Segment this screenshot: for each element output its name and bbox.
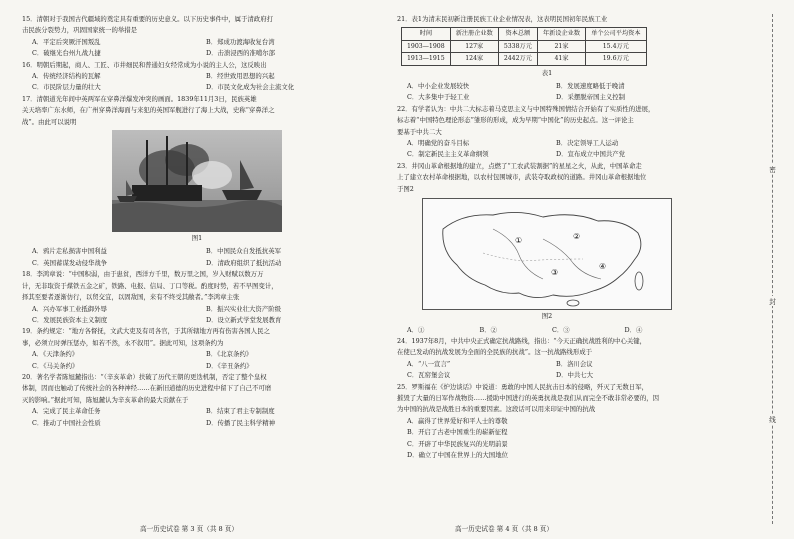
seal-line (766, 14, 780, 524)
q23-options (397, 325, 697, 336)
table-row (402, 40, 647, 52)
q24-stem-cont: 在使已发动的抗战发展为全面的全民族的抗战”。这一抗战路线形成于 (397, 348, 592, 357)
right-column (397, 14, 697, 461)
q20-stem-cont: 体制，因而也触动了传统社会的各种神经……在新旧道德的历史进程中留下了自己不可磨 (22, 384, 272, 393)
q21-option-b: B．发展速度略低于晚清 (556, 82, 625, 91)
q25-stem: 25．罗斯福在《炉边谈话》中说道：勇敢的中国人民抗击日本的侵略，歼灭了无数日军， (397, 382, 648, 391)
q17-option-b: B．中国民众自发抵抗英军 (206, 247, 281, 256)
q25-option-b: B．开启了古老中国重生的崭新征程 (407, 428, 508, 437)
q16-stem: 16．明朝后期起，商人、工匠、市井细民和普通妇女经常成为小说的主人公，这反映出 (22, 60, 267, 69)
q22-option-c: C．制定新民主主义革命纲领 (407, 150, 489, 159)
naval-battle-image (112, 130, 282, 232)
china-map (422, 198, 672, 310)
q18-option-c: C．发展民族资本主义制度 (32, 315, 108, 324)
q15-options (22, 37, 372, 60)
page-footer-left: 高一历史试卷 第 3 页（共 8 页） (140, 525, 238, 533)
q16-option-d: D．市民文化成为社会主流文化 (206, 83, 295, 92)
seal-mark-feng: 封 (767, 296, 778, 306)
q18-options (22, 304, 372, 327)
table-1-label: 表1 (541, 68, 553, 77)
table-header: 单个公司平均资本 (586, 28, 647, 40)
q25-option-c: C．开辟了中华民族复兴的光明前景 (407, 439, 508, 448)
map-marker-4: ④ (599, 262, 607, 272)
q24-stem: 24．1937年8月，中共中央正式确定抗战路线，指出：“今天正确抗战胜利的中心关键， (397, 336, 647, 345)
q16-option-a: A．传统经济结构的瓦解 (32, 72, 101, 81)
q19-stem: 19．条约规定：“地方各督抚，文武大吏及有司各官，于其所辖地方再有伤害各国人民之 (22, 327, 270, 336)
q16-option-b: B．经世致用思想的兴起 (206, 72, 275, 81)
q24-options (397, 359, 697, 382)
table-cell: 15.4万元 (586, 40, 647, 52)
q21-option-d: D．采摆脱帝国主义控制 (556, 93, 626, 102)
q18-stem: 18．李鸿章说：“中国积弱，由于患贫，西洋方千里，数万里之国，岁入财赋以数万万 (22, 270, 264, 279)
q24-option-d: D．中共七大 (556, 371, 594, 380)
q23-stem-cont: 上了建立农村革命根据地，以农村包围城市，武装夺取政权的道路。井冈山革命根据地位 (397, 173, 647, 182)
q20-option-c: C．推动了中国社会性质 (32, 418, 101, 427)
q21-option-c: C．大多集中于轻工业 (407, 93, 470, 102)
q25-stem-cont2: 为中国的抗战是战胜日本的重要因素。这段话可以用来印证中国的抗战 (397, 405, 596, 414)
q22-option-d: D．宣布成立中国共产党 (556, 150, 626, 159)
q20-option-a: A．完成了民主革命任务 (32, 407, 101, 416)
table-row (402, 53, 647, 65)
q20-stem-cont2: 灭的影响。”据此可知，陈旭麓认为辛亥革命的最大贡献在于 (22, 395, 189, 404)
map-marker (551, 268, 558, 277)
q19-option-d: D．《辛丑条约》 (206, 361, 253, 370)
seal-mark-mi: 密 (767, 164, 778, 174)
q23-option-d: D．④ (624, 325, 643, 334)
q24-option-a: A．“八一宣言” (407, 359, 451, 368)
table-cell: 1913—1915 (402, 53, 451, 65)
q18-option-a: A．兴办军事工业抵御外辱 (32, 304, 107, 313)
q22-stem-cont: 标志着“中国特色理论形态”雏形的形成，成为早期“中国化”的历史起点。这一评论主 (397, 116, 634, 125)
q15-option-b: B．郑成功渡海收复台湾 (206, 37, 275, 46)
q21-table (401, 27, 647, 65)
q17-stem-cont: 关天培率广东水师，在广州穿鼻洋海面与来犯的英国军舰进行了海上大战，史称“穿鼻洋之 (22, 106, 275, 115)
table-cell: 21家 (537, 40, 585, 52)
q15-option-c: C．破继光台州九战九捷 (32, 49, 101, 58)
map-marker-3: ③ (551, 268, 559, 278)
q23-stem-cont2: 于图2 (397, 184, 414, 193)
q20-options (22, 406, 372, 429)
left-column (22, 14, 372, 429)
q19-option-a: A．《天津条约》 (32, 350, 79, 359)
q25-stem-cont: 摧毁了大量的日军作战物资……援助中国进行的英勇抗战是我们从而完全不敢非常必要的，因 (397, 393, 660, 402)
q17-option-d: D．清政府组织了抵抗活动 (206, 258, 282, 267)
map-marker-1: ① (515, 236, 523, 246)
q24-option-c: C．瓦窑堡会议 (407, 371, 451, 380)
figure-1-label: 图1 (191, 234, 203, 243)
map-marker (599, 262, 606, 271)
q15-stem-cont: 击民族分裂势力，巩固国家统一的举措是 (22, 26, 138, 35)
q25-option-d: D．确立了中国在世界上的大国地位 (407, 450, 508, 459)
q21-stem: 21．表1为清末民初新注册民族工业企业情况表，这表明民国初年民族工业 (397, 15, 608, 23)
q20-option-b: B．结束了君主专制制度 (206, 407, 275, 416)
q23-option-c: C．③ (552, 325, 570, 334)
q25-options (397, 416, 697, 462)
table-cell: 19.6万元 (586, 53, 647, 65)
map-marker (515, 236, 522, 245)
table-header: 新注册企业数 (450, 28, 498, 40)
table-cell: 41家 (537, 53, 585, 65)
table-cell: 127家 (450, 40, 498, 52)
q16-option-c: C．市民阶层力量的壮大 (32, 83, 101, 92)
q15-option-a: A．平定后突厥汗国叛乱 (32, 37, 101, 46)
q17-stem: 17．清朝道光年间中英两军在穿鼻洋爆发冲突的画面。1839年11月3日，民族英雄 (22, 94, 257, 103)
q22-option-a: A．明确党的奋斗目标 (407, 139, 470, 148)
q20-stem: 20．著名学者陈旭麓指出：“（辛亥革命）扶破了历代王朝的更迭机制，否定了整个皇权 (22, 372, 267, 381)
q16-options (22, 71, 372, 94)
q22-option-b: B．决定领导工人运动 (556, 139, 619, 148)
q17-options (22, 246, 372, 269)
q21-options (397, 81, 697, 104)
q22-stem: 22．有学者认为：中共二大标志着马克思主义与中国特殊国情结合开始有了实质性的进展， (397, 104, 655, 113)
table-cell: 124家 (450, 53, 498, 65)
q19-options (22, 349, 372, 372)
q17-option-a: A．鸦片走私损害中国利益 (32, 247, 107, 256)
q18-option-b: B．振兴实业壮大资产阶级 (206, 304, 281, 313)
q18-stem-cont2: 择其至要者逐渐仿行，以贸交宜，以固敌国，来有不终受其敝者。”李鸿章主张 (22, 293, 240, 302)
table-header-row (402, 28, 647, 40)
table-cell: 2442万元 (498, 53, 537, 65)
q17-stem-cont2: 战”。由此可以说明 (22, 117, 77, 126)
table-cell: 1903—1908 (402, 40, 451, 52)
q23-option-a: A．① (407, 325, 425, 334)
q23-stem: 23．井冈山革命根据地的建立，点燃了“工农武装割据”的星星之火，从此，中国革命走 (397, 161, 642, 170)
q24-option-b: B．洛川会议 (556, 359, 593, 368)
q15-stem: 15．清朝对于我国古代疆域的奠定具有重要的历史意义。以下历史事件中，属于清政府打 (22, 15, 273, 23)
q22-stem-cont2: 要基于中共二大 (397, 127, 442, 136)
page-footer-right: 高一历史试卷 第 4 页（共 8 页） (455, 525, 553, 533)
table-header: 年新设企业数 (537, 28, 585, 40)
q20-option-d: D．传播了民主科学精神 (206, 418, 276, 427)
q18-option-d: D．设立新式学堂发展教育 (206, 315, 282, 324)
q19-option-c: C．《马关条约》 (32, 361, 79, 370)
seal-mark-xian: 线 (767, 414, 778, 424)
map-marker (573, 232, 580, 241)
seal-line-dashes (772, 14, 773, 524)
q25-option-a: A．赢得了世界爱好和平人士的尊敬 (407, 416, 508, 425)
q15-option-d: D．击溃浸西的准噶尔部 (206, 49, 276, 58)
figure-2-label: 图2 (541, 312, 553, 321)
q23-option-b: B．② (479, 325, 497, 334)
table-header: 资本总额 (498, 28, 537, 40)
q18-stem-cont: 计，无非取资于煤铁五金之矿，铁路、电报、信局、丁口等税。酌度时势，若不早图变计， (22, 281, 278, 290)
map-marker-2: ② (573, 232, 581, 242)
q22-options (397, 138, 697, 161)
table-cell: 5338万元 (498, 40, 537, 52)
table-header: 时间 (402, 28, 451, 40)
q21-option-a: A．中小企业发展较快 (407, 82, 470, 91)
q19-option-b: B．《北京条约》 (206, 350, 253, 359)
q17-option-c: C．英国蓄谋发动侵华战争 (32, 258, 108, 267)
q19-stem-cont: 事，必须立时弹压惩办，如若不然，永不叙用”。据此可知，这项条约为 (22, 338, 224, 347)
